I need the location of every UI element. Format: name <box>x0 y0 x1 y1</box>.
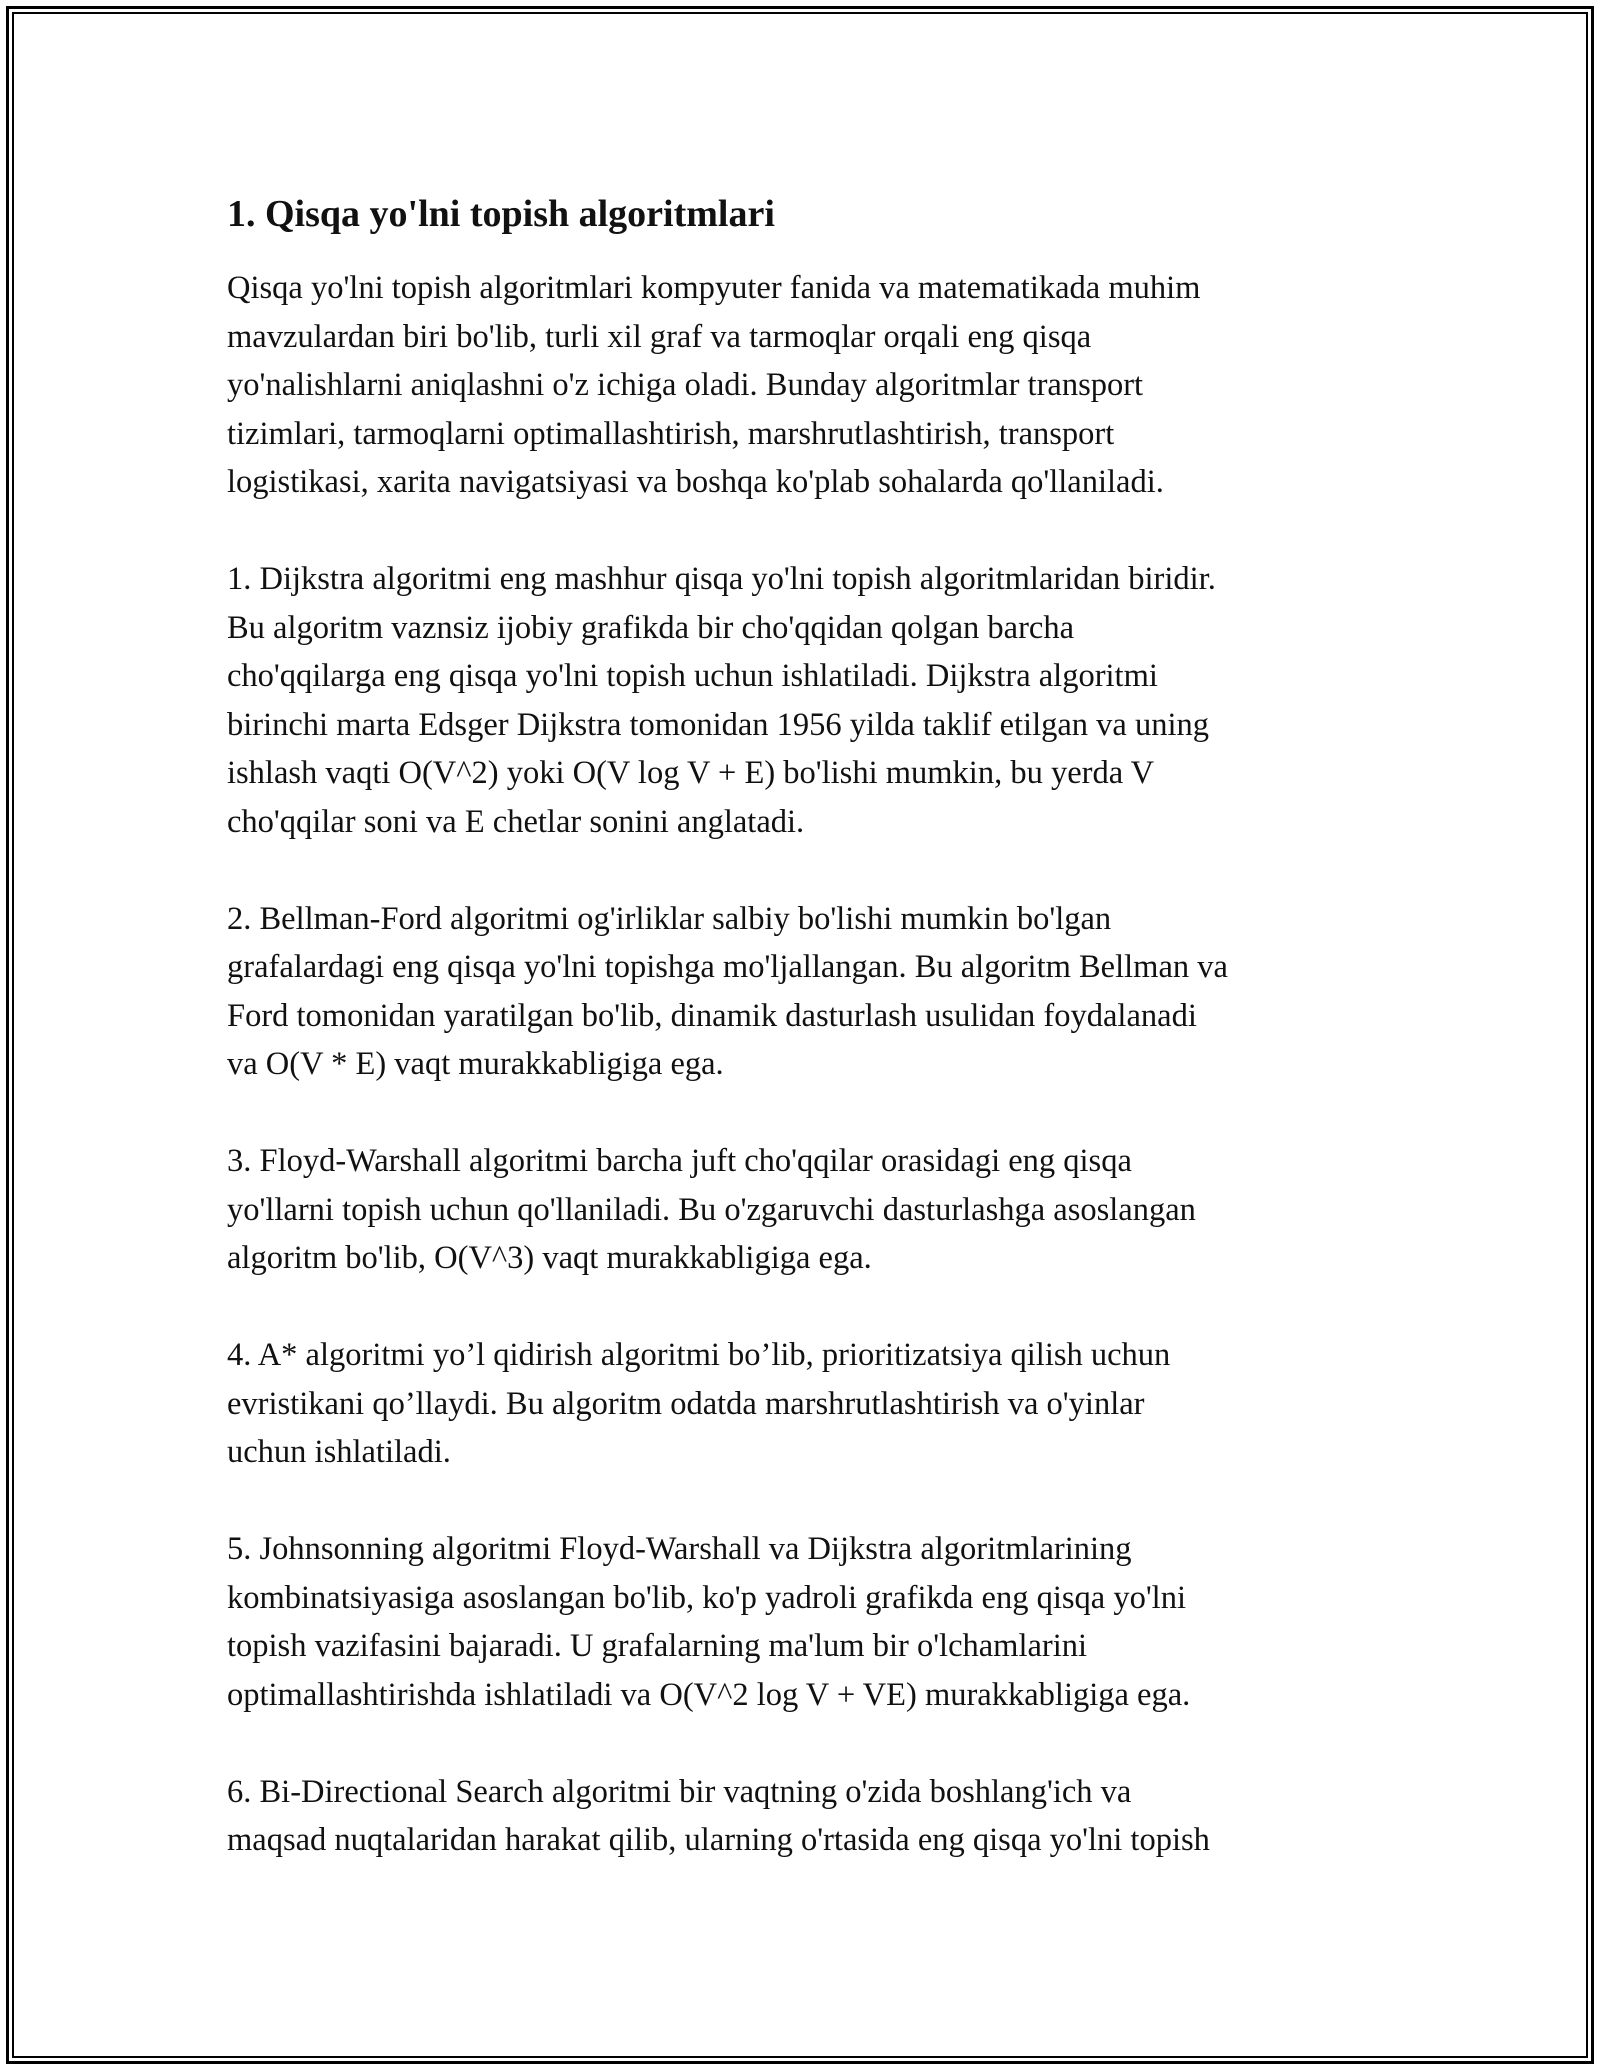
text-line: va O(V * E) vaqt murakkabligiga ega. <box>227 1046 724 1082</box>
paragraph-a-star <box>227 1331 1387 1477</box>
text-line: Ford tomonidan yaratilgan bo'lib, dinamik dasturlash usulidan foydalanadi <box>227 997 1197 1034</box>
text-line: kombinatsiyasiga asoslangan bo'lib, ko'p yadroli grafikda eng qisqa yo'lni <box>227 1579 1186 1616</box>
text-line: Bu algoritm vaznsiz ijobiy grafikda bir cho'qqidan qolgan barcha <box>227 609 1074 646</box>
paragraph-dijkstra <box>227 555 1387 846</box>
paragraph-bidirectional <box>227 1768 1387 1865</box>
text-line: grafalardagi eng qisqa yo'lni topishga mo'ljallangan. Bu algoritm Bellman va <box>227 949 1228 985</box>
text-line: 5. Johnsonning algoritmi Floyd-Warshall va Dijkstra algoritmlarining <box>227 1531 1132 1567</box>
text-line: birinchi marta Edsger Dijkstra tomonidan 1956 yilda taklif etilgan va uning <box>227 706 1209 743</box>
text-line: evristikani qo’llaydi. Bu algoritm odatda marshrutlashtirish va o'yinlar <box>227 1385 1145 1422</box>
paragraph-johnson <box>227 1525 1387 1719</box>
text-line: optimallashtirishda ishlatiladi va O(V^2 log V + VE) murakkabligiga ega. <box>227 1676 1191 1713</box>
text-line: cho'qqilar soni va E chetlar sonini anglatadi. <box>227 803 805 840</box>
text-line: Qisqa yo'lni topish algoritmlari kompyuter fanida va matematikada muhim <box>227 270 1201 306</box>
text-line: uchun ishlatiladi. <box>227 1434 451 1470</box>
document-body <box>227 188 1387 1913</box>
text-line: 1. Dijkstra algoritmi eng mashhur qisqa yo'lni topish algoritmlaridan biridir. <box>227 561 1216 597</box>
text-line: yo'nalishlarni aniqlashni o'z ichiga oladi. Bunday algoritmlar transport <box>227 367 1144 403</box>
paragraph-intro <box>227 264 1387 507</box>
text-line: 6. Bi-Directional Search algoritmi bir vaqtning o'zida boshlang'ich va <box>227 1773 1132 1810</box>
paragraph-floyd-warshall <box>227 1137 1387 1283</box>
text-line: ishlash vaqti O(V^2) yoki O(V log V + E) bo'lishi mumkin, bu yerda V <box>227 755 1155 791</box>
text-line: cho'qqilarga eng qisqa yo'lni topish uchun ishlatiladi. Dijkstra algoritmi <box>227 658 1158 694</box>
text-line: mavzulardan biri bo'lib, turli xil graf va tarmoqlar orqali eng qisqa <box>227 318 1092 355</box>
text-line: tizimlari, tarmoqlarni optimallashtirish, marshrutlashtirish, transport <box>227 415 1115 452</box>
text-line: 2. Bellman-Ford algoritmi og'irliklar salbiy bo'lishi mumkin bo'lgan <box>227 900 1112 937</box>
text-line: topish vazifasini bajaradi. U grafalarning ma'lum bir o'lchamlarini <box>227 1628 1088 1664</box>
text-line: maqsad nuqtalaridan harakat qilib, ularning o'rtasida eng qisqa yo'lni topish <box>227 1822 1210 1858</box>
text-line: algoritm bo'lib, O(V^3) vaqt murakkabligiga ega. <box>227 1240 872 1276</box>
paragraph-bellman-ford <box>227 895 1387 1089</box>
text-line: yo'llarni topish uchun qo'llaniladi. Bu o'zgaruvchi dasturlashga asoslangan <box>227 1191 1196 1228</box>
text-line: 3. Floyd-Warshall algoritmi barcha juft cho'qqilar orasidagi eng qisqa <box>227 1143 1132 1179</box>
document-title: 1. Qisqa yo'lni topish algoritmlari <box>227 193 775 235</box>
text-line: logistikasi, xarita navigatsiyasi va boshqa ko'plab sohalarda qo'llaniladi. <box>227 464 1164 500</box>
text-line: 4. A* algoritmi yo’l qidirish algoritmi bo’lib, prioritizatsiya qilish uchun <box>227 1337 1171 1373</box>
